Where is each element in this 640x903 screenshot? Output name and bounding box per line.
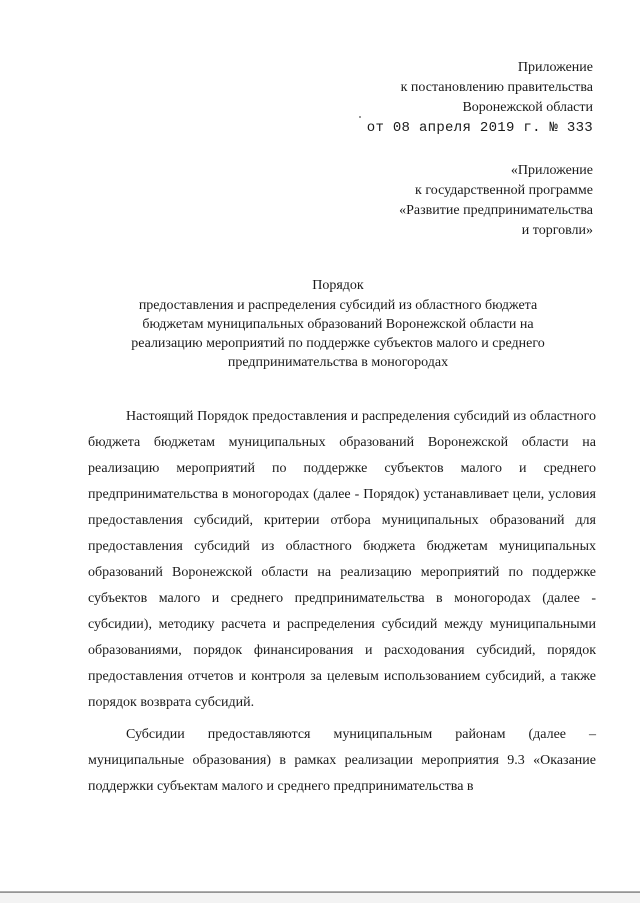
program-header-line: к государственной программе [415, 183, 593, 198]
program-header [399, 161, 593, 241]
appendix-header-line: Воронежской области [462, 100, 593, 115]
program-header-line: «Приложение [510, 163, 593, 178]
scan-margin [0, 893, 640, 903]
appendix-header-line: Приложение [517, 60, 593, 75]
appendix-header [367, 58, 593, 138]
decree-date-number: от 08 апреля 2019 г. № 333 [366, 120, 593, 136]
title-line: предпринимательства в моногородах [227, 355, 449, 370]
document-body [88, 404, 596, 806]
title-heading: Порядок [312, 278, 364, 293]
appendix-header-line: к постановлению правительства [400, 80, 593, 95]
program-header-line: и торговли» [521, 223, 593, 238]
scan-speck [359, 116, 361, 118]
title-line: предоставления и распределения субсидий из областного бюджета [138, 298, 538, 313]
title-line: бюджетам муниципальных образований Воронежской области на [142, 317, 534, 332]
body-paragraph: Субсидии предоставляются муниципальным районам (далее – муниципальные образования) в рамках реализации мероприятия 9.3 «Оказание поддержки субъектам малого и среднего предпринимательства в [88, 727, 596, 794]
document-title [88, 276, 588, 372]
body-paragraph: Настоящий Порядок предоставления и распределения субсидий из областного бюджета бюджетам муниципальных образований Воронежской области на реализацию мероприятий по поддержке субъектов малого и среднего предпринимательства в моногородах (далее - Порядок) устанавливает цели, условия предоставления субсидий, критерии отбора муниципальных образований для предоставления субсидий из областного бюджета бюджетам муниципальных образований Воронежской области на реализацию мероприятий по поддержке субъектов малого и среднего предпринимательства в моногородах (далее - субсидии), методику расчета и распределения субсидий между муниципальными образованиями, порядок финансирования и расходования субсидий, порядок предоставления отчетов и контроля за целевым использованием субсидий, а также порядок возврата субсидий. [88, 409, 596, 710]
title-line: реализацию мероприятий по поддержке субъектов малого и среднего [131, 336, 545, 351]
program-header-line: «Развитие предпринимательства [399, 203, 593, 218]
